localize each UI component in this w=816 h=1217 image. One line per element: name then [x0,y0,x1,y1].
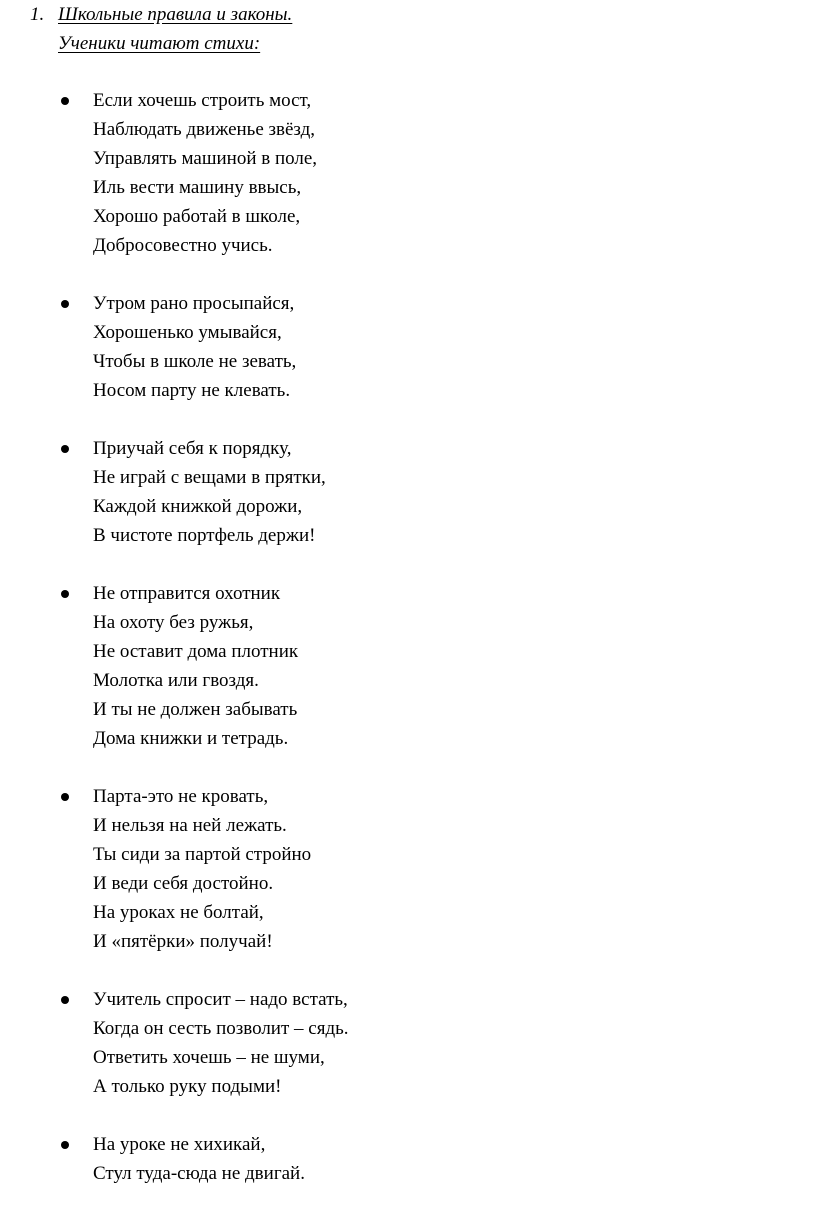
bullet-icon [61,1141,69,1149]
poem-stanza [58,1130,798,1188]
verse-line: На уроках не болтай, [93,902,264,923]
verse-line: Дома книжки и тетрадь. [93,728,289,749]
heading-line-1 [30,0,292,29]
poem-stanza [58,289,798,405]
bullet-icon [61,590,69,598]
verse-line: Ответить хочешь – не шуми, [93,1047,325,1068]
verse-line: Добросовестно учись. [93,235,273,256]
verse-line: Ты сиди за партой стройно [93,844,312,865]
bullet-icon [61,996,69,1004]
verse-line: Чтобы в школе не зевать, [93,351,297,372]
verse-line: И «пятёрки» получай! [93,931,273,952]
verse-line: Не оставит дома плотник [93,641,299,662]
verse-line: Хорошо работай в школе, [93,206,301,227]
bullet-icon [61,97,69,105]
heading-subtitle: Ученики читают стихи: [58,33,261,54]
verse-line: Молотка или гвоздя. [93,670,259,691]
verse-line: Каждой книжкой дорожи, [93,496,303,517]
section-heading [30,0,292,58]
poem-stanza [58,86,798,260]
verse-line: Наблюдать движенье звёзд, [93,119,316,140]
bullet-icon [61,793,69,801]
poem-stanza [58,579,798,753]
verse-line: Если хочешь строить мост, [93,90,312,111]
verse-line: И нельзя на ней лежать. [93,815,287,836]
poem-stanza [58,434,798,550]
heading-title: Школьные правила и законы. [58,4,293,25]
verse-line: На охоту без ружья, [93,612,254,633]
bullet-icon [61,445,69,453]
bullet-icon [61,300,69,308]
verse-line: А только руку подыми! [93,1076,282,1097]
verse-line: Парта-это не кровать, [93,786,269,807]
verse-line: Учитель спросит – надо встать, [93,989,348,1010]
poem-stanza [58,985,798,1101]
verse-line: Не играй с вещами в прятки, [93,467,326,488]
verse-line: Утром рано просыпайся, [93,293,295,314]
poem-stanza-list [58,86,798,1217]
verse-line: Не отправится охотник [93,583,281,604]
poem-stanza [58,782,798,956]
verse-line: И веди себя достойно. [93,873,274,894]
heading-number: 1. [30,4,45,25]
verse-line: Стул туда-сюда не двигай. [93,1163,305,1184]
verse-line: И ты не должен забывать [93,699,298,720]
verse-line: Когда он сесть позволит – сядь. [93,1018,349,1039]
verse-line: Приучай себя к порядку, [93,438,292,459]
verse-line: Носом парту не клевать. [93,380,291,401]
verse-line: Иль вести машину ввысь, [93,177,302,198]
verse-line: На уроке не хихикай, [93,1134,266,1155]
verse-line: Управлять машиной в поле, [93,148,318,169]
heading-line-2 [30,29,292,58]
verse-line: В чистоте портфель держи! [93,525,316,546]
verse-line: Хорошенько умывайся, [93,322,282,343]
